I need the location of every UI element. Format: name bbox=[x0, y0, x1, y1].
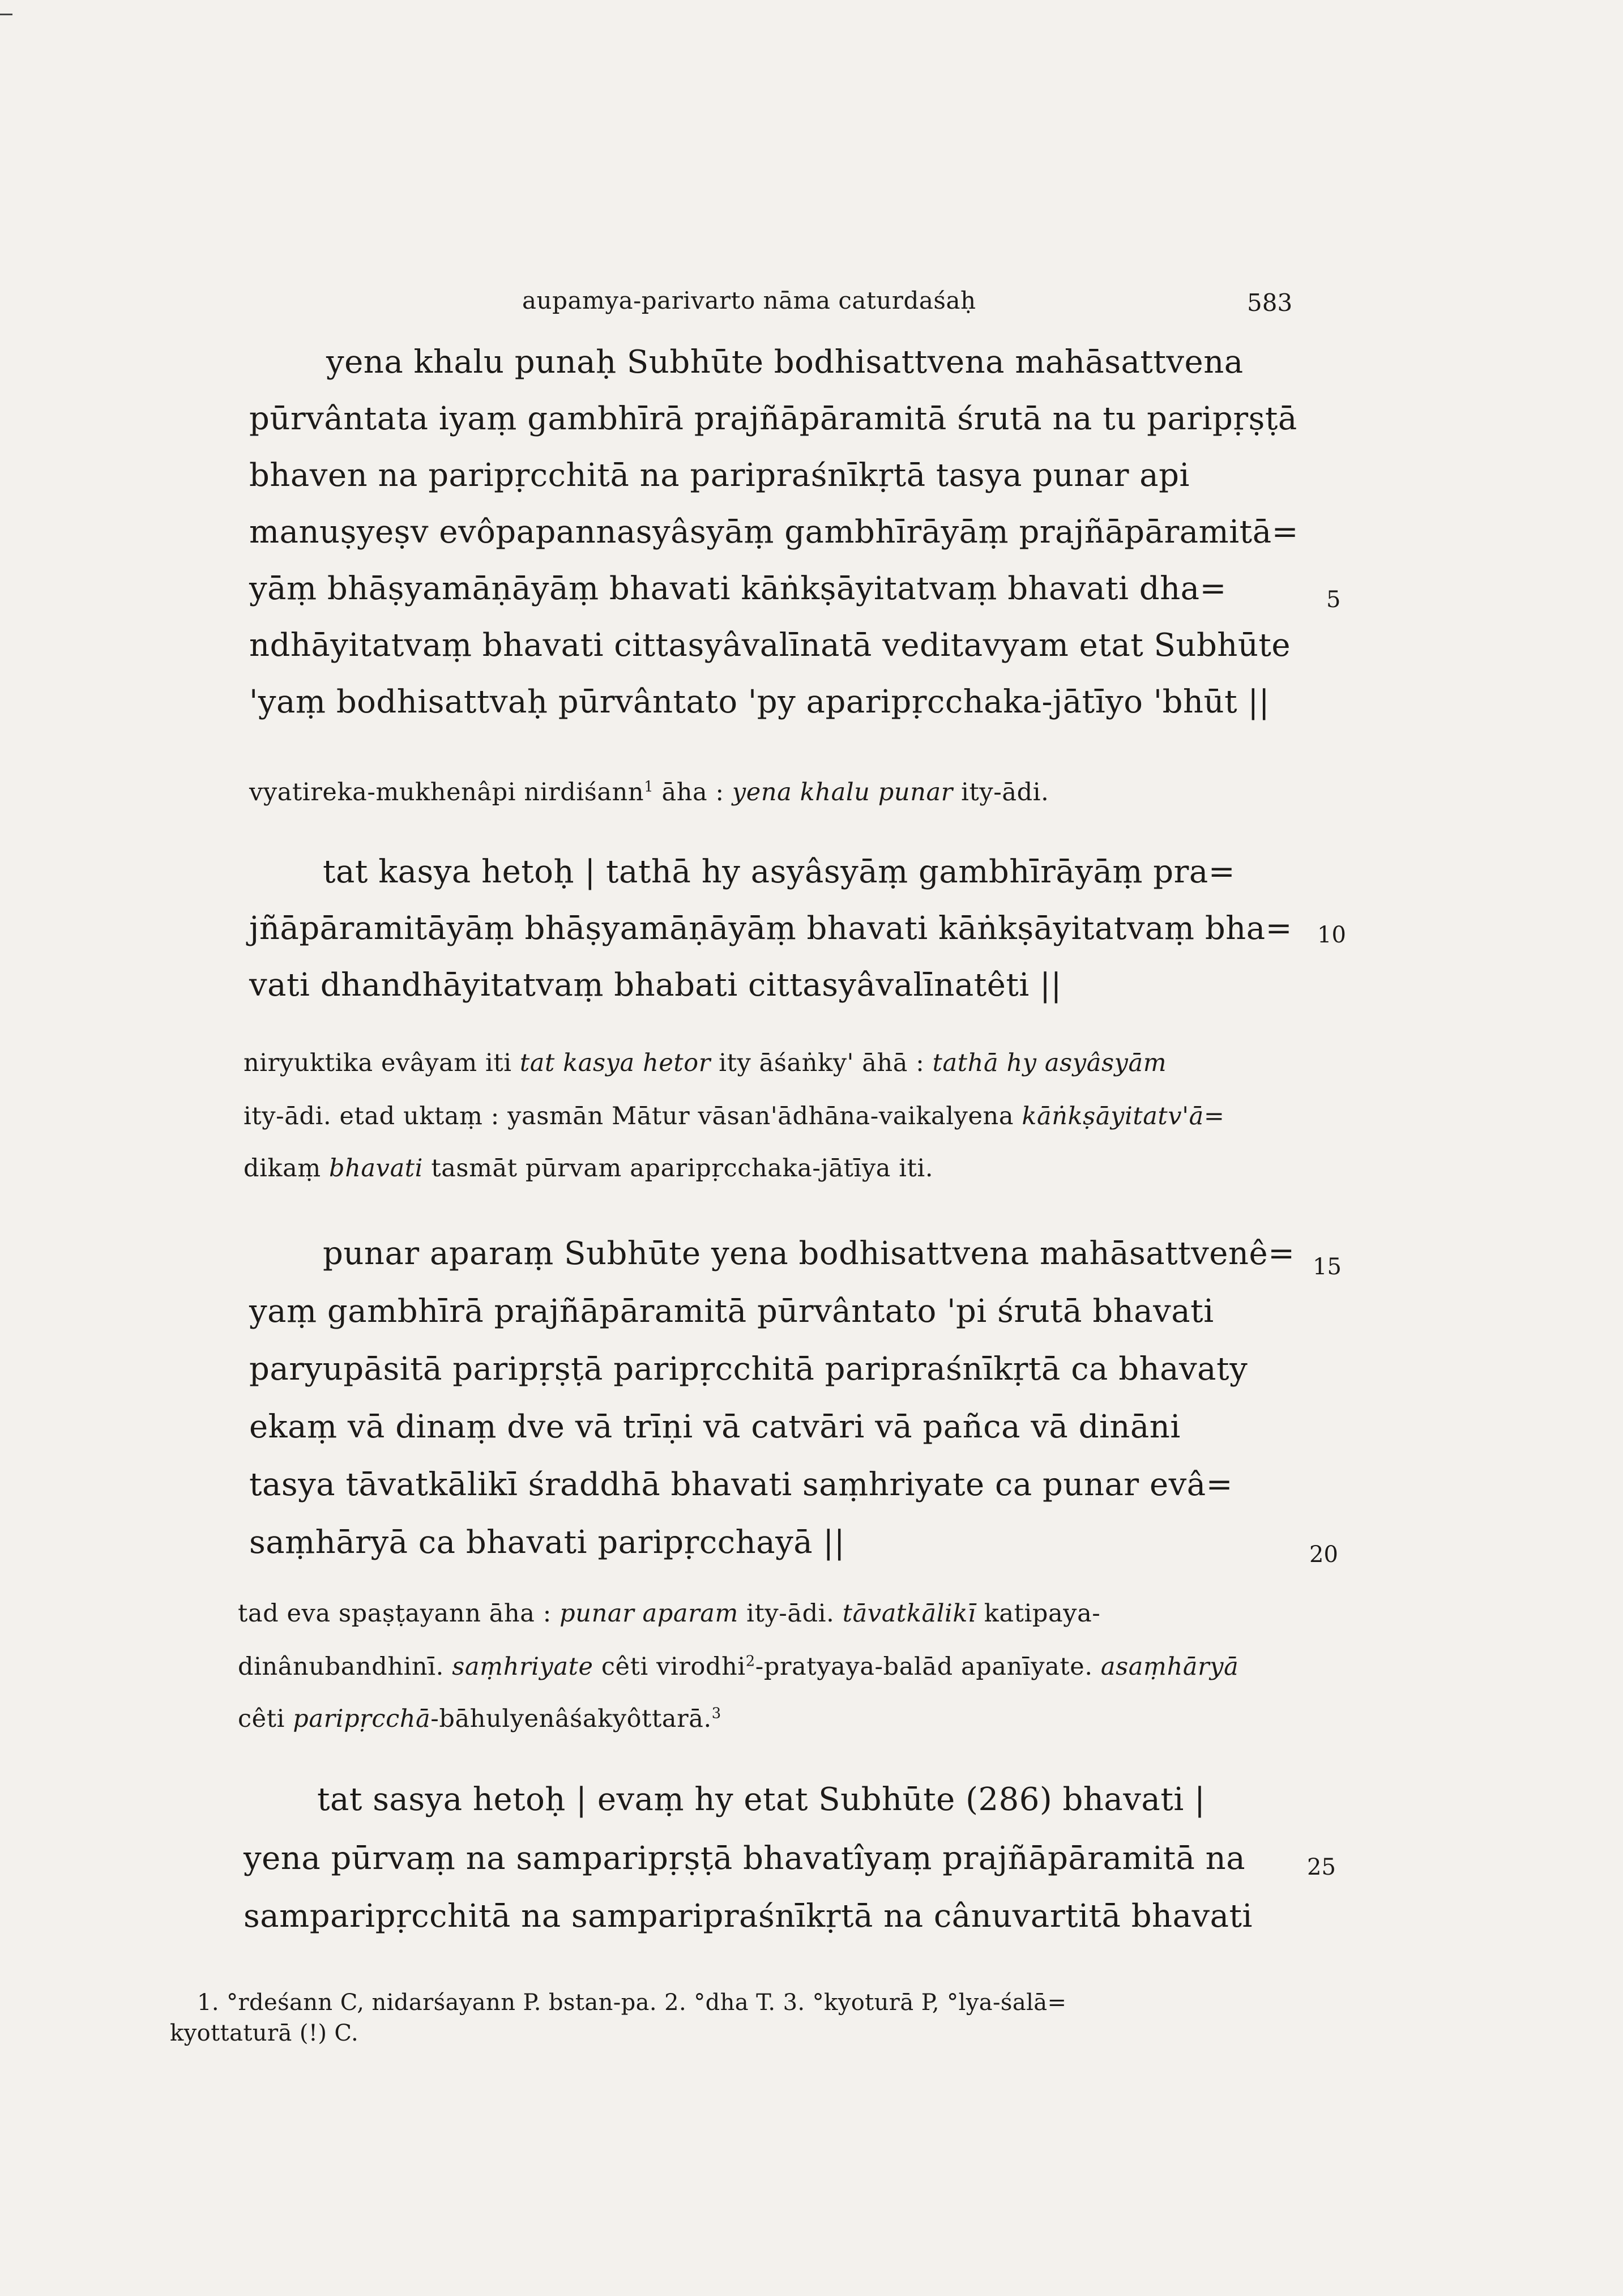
verse-line: vati dhandhāyitatvaṃ bhabati cittasyâvalīnatêti || bbox=[249, 967, 1062, 1004]
commentary-line: cêti paripṛcchā-bāhulyenâśakyôttarā.$^3$ bbox=[238, 1705, 721, 1733]
verse-line: saṃhāryā ca bhavati paripṛcchayā || bbox=[249, 1524, 845, 1561]
verse-line: yena pūrvaṃ na samparipṛṣṭā bhavatîyaṃ prajñāpāramitā na bbox=[244, 1840, 1246, 1877]
line-number: 20 bbox=[1309, 1542, 1338, 1568]
page-number: 583 bbox=[1247, 289, 1293, 317]
line-number: 25 bbox=[1307, 1854, 1336, 1880]
verse-line: 'yaṃ bodhisattvaḥ pūrvântato 'py aparipṛcchaka-jātīyo 'bhūt || bbox=[249, 684, 1270, 720]
verse-line: ekaṃ vā dinaṃ dve vā trīṇi vā catvāri vā pañca vā dināni bbox=[249, 1409, 1181, 1445]
commentary-line: dikaṃ bhavati tasmāt pūrvam aparipṛcchaka-jātīya iti. bbox=[244, 1154, 934, 1183]
footnote-line: 1. °rdeśann C, nidarśayann P. bstan-pa. 2. °dha T. 3. °kyoturā P, °lya-śalā= bbox=[197, 1990, 1067, 2016]
verse-line: yāṃ bhāṣyamāṇāyāṃ bhavati kāṅkṣāyitatvaṃ bhavati dha= bbox=[249, 570, 1227, 607]
commentary-line: ity-ādi. etad uktaṃ : yasmān Mātur vāsan'ādhāna-vaikalyena kāṅkṣāyitatv'ā= bbox=[244, 1102, 1225, 1130]
verse-line: yena khalu punaḥ Subhūte bodhisattvena mahāsattvena bbox=[326, 344, 1244, 381]
verse-line: yaṃ gambhīrā prajñāpāramitā pūrvântato 'pi śrutā bhavati bbox=[249, 1293, 1214, 1330]
commentary-line: dinânubandhinī. saṃhriyate cêti virodhi$^2$-pratyaya-balād apanīyate. asaṃhāryā bbox=[238, 1653, 1239, 1681]
verse-line: pūrvântata iyaṃ gambhīrā prajñāpāramitā śrutā na tu paripṛṣṭā bbox=[249, 400, 1297, 437]
verse-line: tasya tāvatkālikī śraddhā bhavati saṃhriyate ca punar evâ= bbox=[249, 1466, 1233, 1503]
commentary-line: vyatireka-mukhenâpi nirdiśann$^1$ āha : yena khalu punar ity-ādi. bbox=[249, 778, 1049, 806]
verse-line: manuṣyeṣv evôpapannasyâsyāṃ gambhīrāyāṃ prajñāpāramitā= bbox=[249, 514, 1299, 550]
footnote-line: kyottaturā (!) C. bbox=[170, 2020, 359, 2046]
verse-line: paryupāsitā paripṛṣṭā paripṛcchitā paripraśnīkṛtā ca bhavaty bbox=[249, 1351, 1248, 1388]
verse-line: samparipṛcchitā na samparipraśnīkṛtā na cânuvartitā bhavati bbox=[244, 1898, 1253, 1935]
line-number: 10 bbox=[1317, 922, 1346, 948]
line-number: 15 bbox=[1313, 1254, 1342, 1280]
verse-line: tat sasya hetoḥ | evaṃ hy etat Subhūte (286) bhavati | bbox=[317, 1781, 1206, 1818]
running-title: aupamya-parivarto nāma caturdaśaḥ bbox=[522, 287, 976, 314]
scan-edge-mark bbox=[0, 14, 12, 15]
verse-line: tat kasya hetoḥ | tathā hy asyâsyāṃ gambhīrāyāṃ pra= bbox=[323, 853, 1236, 890]
line-number: 5 bbox=[1326, 587, 1341, 613]
commentary-line: niryuktika evâyam iti tat kasya hetor ity āśaṅky' āhā : tathā hy asyâsyām bbox=[244, 1049, 1167, 1077]
verse-line: bhaven na paripṛcchitā na paripraśnīkṛtā tasya punar api bbox=[249, 457, 1190, 494]
verse-line: jñāpāramitāyāṃ bhāṣyamāṇāyāṃ bhavati kāṅkṣāyitatvaṃ bha= bbox=[249, 910, 1293, 947]
verse-line: ndhāyitatvaṃ bhavati cittasyâvalīnatā veditavyam etat Subhūte bbox=[249, 627, 1291, 664]
verse-line: punar aparaṃ Subhūte yena bodhisattvena mahāsattvenê= bbox=[323, 1235, 1295, 1272]
page-header bbox=[0, 287, 1623, 326]
commentary-line: tad eva spaṣṭayann āha : punar aparam ity-ādi. tāvatkālikī katipaya- bbox=[238, 1599, 1101, 1628]
